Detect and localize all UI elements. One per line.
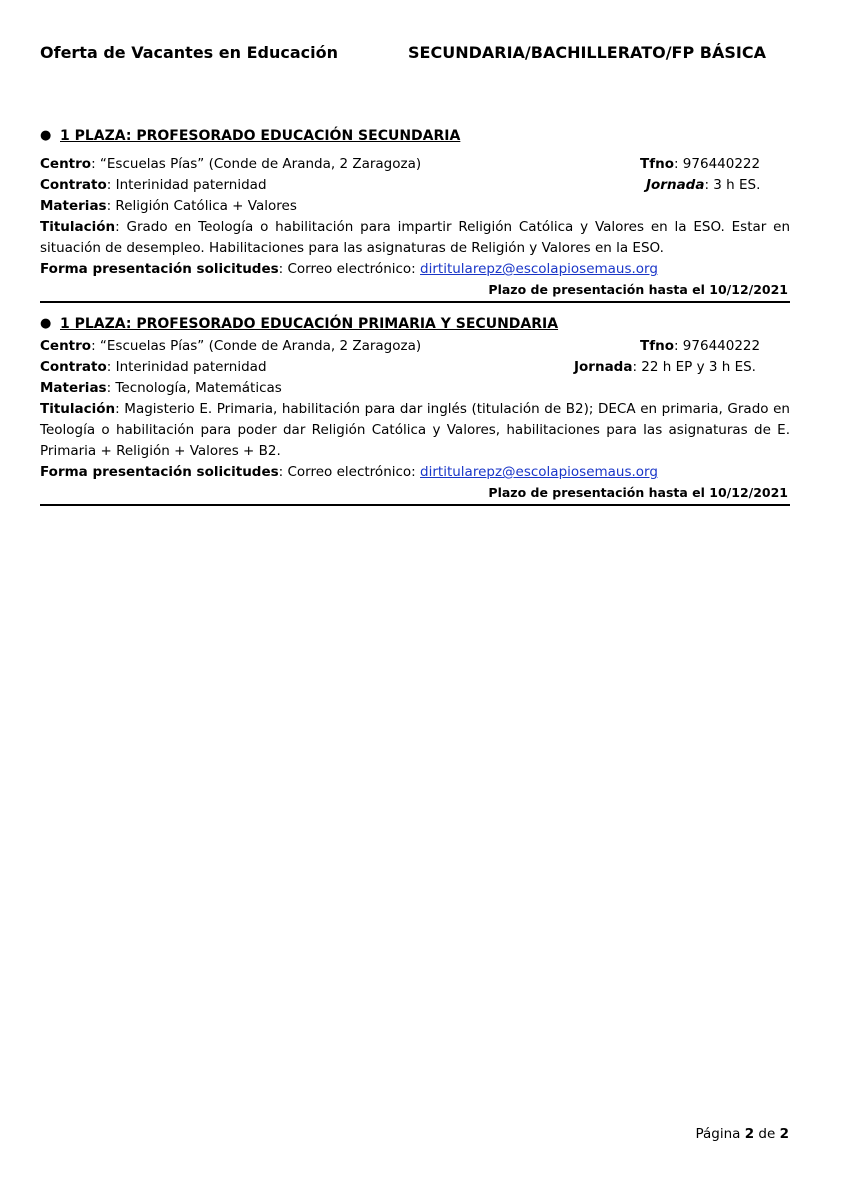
tfno-value: : 976440222: [673, 338, 761, 354]
document-title: Oferta de Vacantes en Educación: [40, 43, 338, 62]
centro-line: [40, 154, 790, 175]
titulacion-value: : Grado en Teología o habilitación para impartir Religión Católica y Valores en la ESO. Estar en situación de desempleo. Habilitaciones para las asignaturas de Religión y Valores en la ESO.: [40, 219, 790, 256]
contrato-label: Contrato: [40, 359, 107, 375]
page-number: [695, 1126, 789, 1142]
bullet-icon: ●: [40, 128, 52, 143]
bullet-icon: ●: [40, 316, 52, 331]
deadline-text: Plazo de presentación hasta el 10/12/2021: [488, 485, 788, 500]
contrato-line: [40, 175, 790, 196]
email-link[interactable]: dirtitularepz@escolapiosemaus.org: [420, 464, 658, 480]
section-divider: [40, 504, 790, 506]
materias-label: Materias: [40, 380, 107, 396]
vacancy-entry: [40, 312, 790, 506]
centro-value: : “Escuelas Pías” (Conde de Aranda, 2 Zaragoza): [91, 338, 422, 354]
titulacion-paragraph: [40, 399, 790, 462]
email-link[interactable]: dirtitularepz@escolapiosemaus.org: [420, 261, 658, 277]
forma-line: [40, 259, 790, 280]
forma-label: Forma presentación solicitudes: [40, 261, 279, 277]
jornada-value: : 3 h ES.: [704, 177, 761, 193]
jornada-label: Jornada: [646, 177, 705, 193]
vacancy-heading: 1 PLAZA: PROFESORADO EDUCACIÓN PRIMARIA Y SECUNDARIA: [60, 316, 559, 332]
materias-label: Materias: [40, 198, 107, 214]
page-number-prefix: Página: [695, 1126, 745, 1142]
materias-value: : Religión Católica + Valores: [106, 198, 297, 214]
tfno-value: : 976440222: [673, 156, 761, 172]
centro-line: [40, 336, 790, 357]
vacancy-heading-line: [40, 312, 790, 336]
document-category: SECUNDARIA/BACHILLERATO/FP BÁSICA: [408, 43, 766, 62]
contrato-value: : Interinidad paternidad: [106, 359, 267, 375]
centro-value: : “Escuelas Pías” (Conde de Aranda, 2 Zaragoza): [91, 156, 422, 172]
jornada-value: : 22 h EP y 3 h ES.: [632, 359, 756, 375]
tfno-label: Tfno: [640, 156, 674, 172]
materias-line: [40, 196, 790, 217]
contrato-line: [40, 357, 790, 378]
titulacion-value: : Magisterio E. Primaria, habilitación para dar inglés (titulación de B2); DECA en primaria, Grado en Teología o habilitación para poder dar Religión Católica y Valores, habilitaciones para las asignaturas de E. Primaria + Religión + Valores + B2.: [40, 401, 790, 459]
jornada-field: [574, 357, 756, 378]
centro-label: Centro: [40, 156, 92, 172]
forma-label: Forma presentación solicitudes: [40, 464, 279, 480]
vacancy-heading: 1 PLAZA: PROFESORADO EDUCACIÓN SECUNDARIA: [60, 128, 461, 144]
contrato-value: : Interinidad paternidad: [106, 177, 267, 193]
forma-value: : Correo electrónico:: [278, 464, 421, 480]
contrato-label: Contrato: [40, 177, 107, 193]
titulacion-label: Titulación: [40, 219, 116, 235]
tfno-label: Tfno: [640, 338, 674, 354]
deadline-text: Plazo de presentación hasta el 10/12/2021: [488, 282, 788, 297]
titulacion-label: Titulación: [40, 401, 116, 417]
tfno-field: [640, 154, 760, 175]
titulacion-paragraph: [40, 217, 790, 259]
forma-value: : Correo electrónico:: [278, 261, 421, 277]
centro-label: Centro: [40, 338, 92, 354]
page-number-current: 2: [744, 1126, 755, 1142]
page-number-total: 2: [779, 1126, 789, 1142]
page-number-middle: de: [754, 1126, 780, 1142]
materias-value: : Tecnología, Matemáticas: [106, 380, 282, 396]
tfno-field: [640, 336, 760, 357]
vacancy-entry: [40, 124, 790, 303]
forma-line: [40, 462, 790, 483]
jornada-label: Jornada: [574, 359, 633, 375]
materias-line: [40, 378, 790, 399]
vacancy-heading-line: [40, 124, 790, 148]
jornada-field: [646, 175, 760, 196]
section-divider: [40, 301, 790, 303]
